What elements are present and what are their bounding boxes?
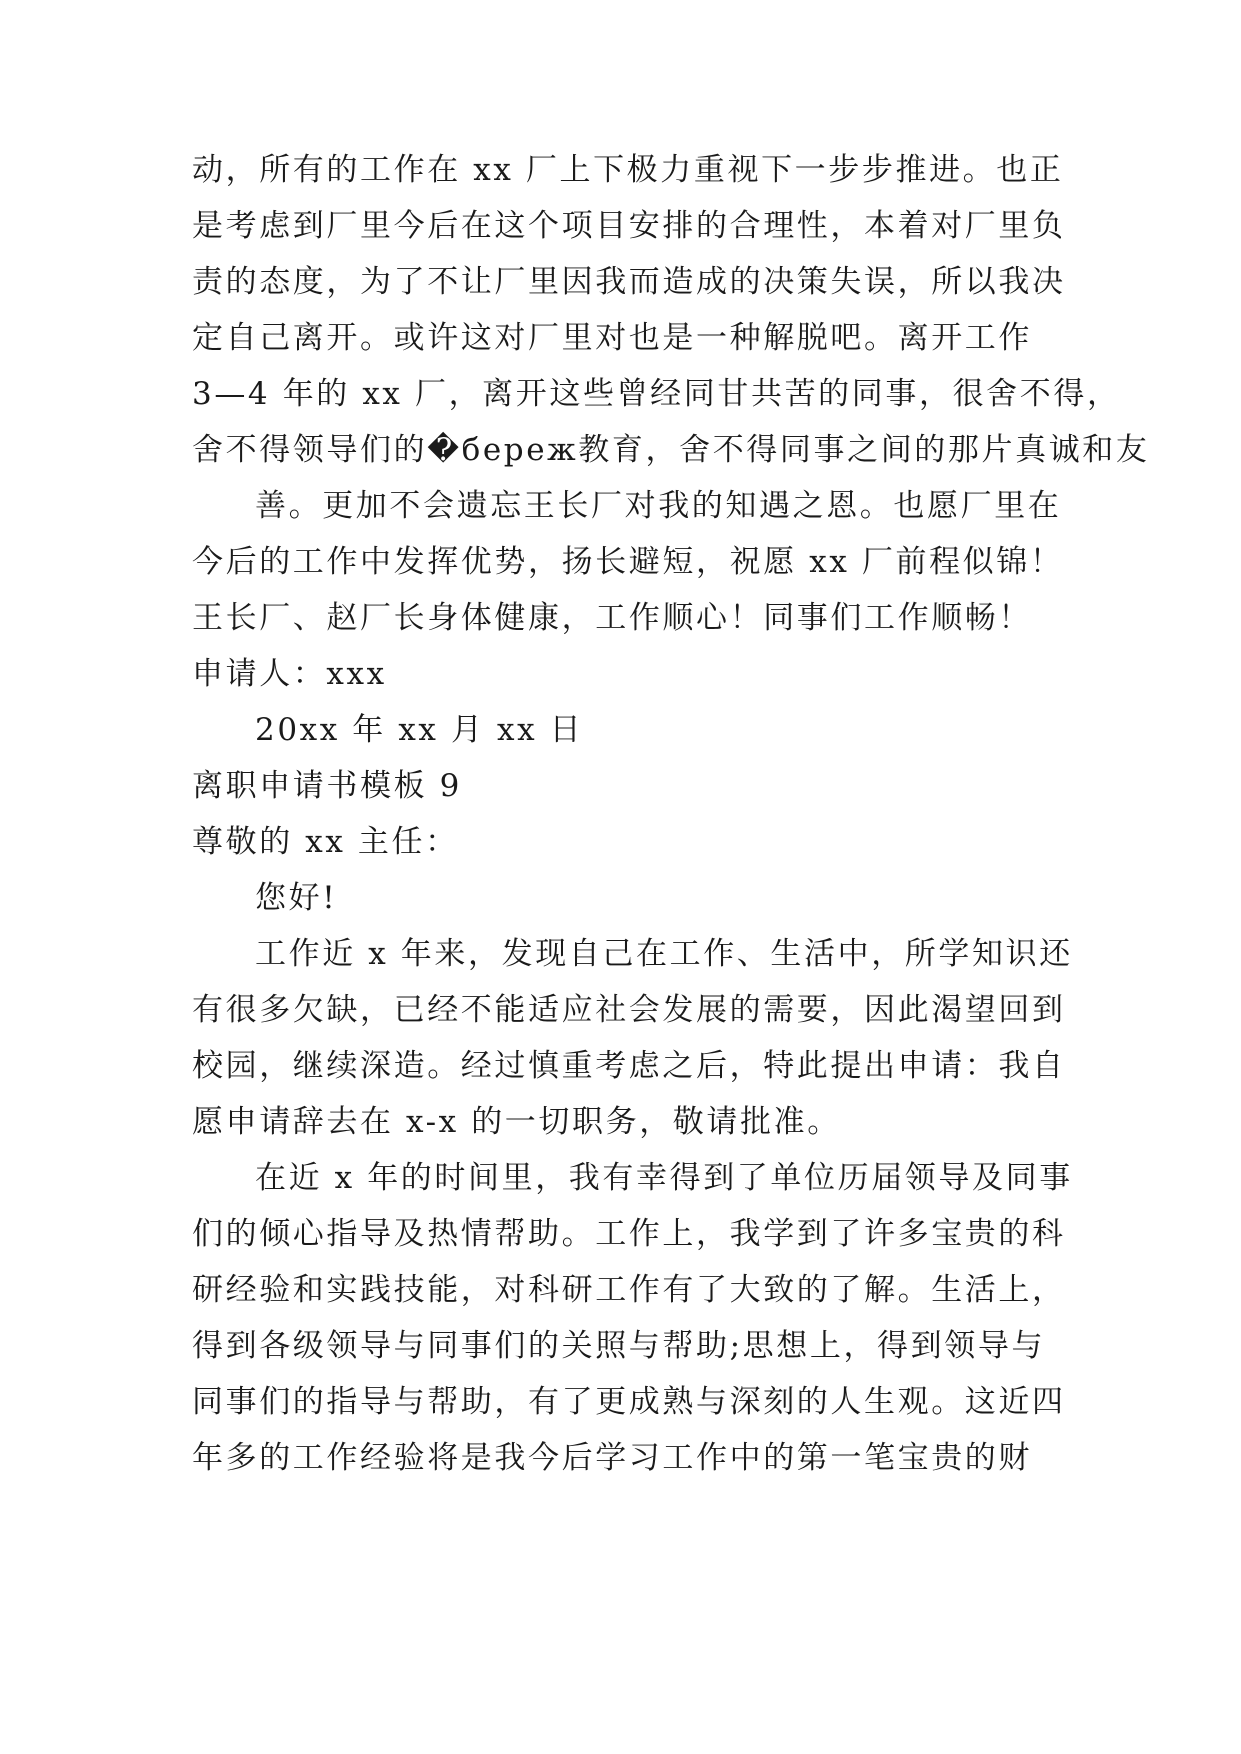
text-line: 年多的工作经验将是我今后学习工作中的第一笔宝贵的财 <box>192 1440 1032 1476</box>
salutation: 尊敬的 xx 主任： <box>192 824 459 860</box>
applicant-line: 申请人：xxx <box>192 656 387 692</box>
text-line: 今后的工作中发挥优势，扬长避短，祝愿 xx 厂前程似锦！ <box>192 544 1064 580</box>
text-line: 舍不得领导们的�береж教育，舍不得同事之间的那片真诚和友 <box>192 432 1150 468</box>
text-line: 研经验和实践技能，对科研工作有了大致的了解。生活上， <box>192 1272 1066 1308</box>
text-line: 善。更加不会遗忘王长厂对我的知遇之恩。也愿厂里在 <box>255 488 1062 524</box>
text-line: 校园，继续深造。经过慎重考虑之后，特此提出申请：我自 <box>192 1048 1066 1084</box>
text-line: 3—4 年的 xx 厂，离开这些曾经同甘共苦的同事，很舍不得， <box>192 376 1121 412</box>
text-line: 工作近 x 年来，发现自己在工作、生活中，所学知识还 <box>255 936 1073 972</box>
text-line: 得到各级领导与同事们的关照与帮助;思想上，得到领导与 <box>192 1328 1046 1364</box>
text-line: 们的倾心指导及热情帮助。工作上，我学到了许多宝贵的科 <box>192 1216 1066 1252</box>
text-line: 有很多欠缺，已经不能适应社会发展的需要，因此渴望回到 <box>192 992 1066 1028</box>
greeting: 您好! <box>255 880 338 916</box>
text-line: 王长厂、赵厂长身体健康，工作顺心！同事们工作顺畅！ <box>192 600 1032 636</box>
text-line: 是考虑到厂里今后在这个项目安排的合理性，本着对厂里负 <box>192 208 1066 244</box>
section-title: 离职申请书模板 9 <box>192 768 462 804</box>
text-line: 动，所有的工作在 xx 厂上下极力重视下一步步推进。也正 <box>192 152 1064 188</box>
text-line: 在近 x 年的时间里，我有幸得到了单位历届领导及同事 <box>255 1160 1073 1196</box>
text-line: 愿申请辞去在 x-x 的一切职务，敬请批准。 <box>192 1104 841 1140</box>
text-line: 同事们的指导与帮助，有了更成熟与深刻的人生观。这近四 <box>192 1384 1066 1420</box>
date-line: 20xx 年 xx 月 xx 日 <box>255 712 584 748</box>
text-line: 定自己离开。或许这对厂里对也是一种解脱吧。离开工作 <box>192 320 1032 356</box>
text-line: 责的态度，为了不让厂里因我而造成的决策失误，所以我决 <box>192 264 1066 300</box>
